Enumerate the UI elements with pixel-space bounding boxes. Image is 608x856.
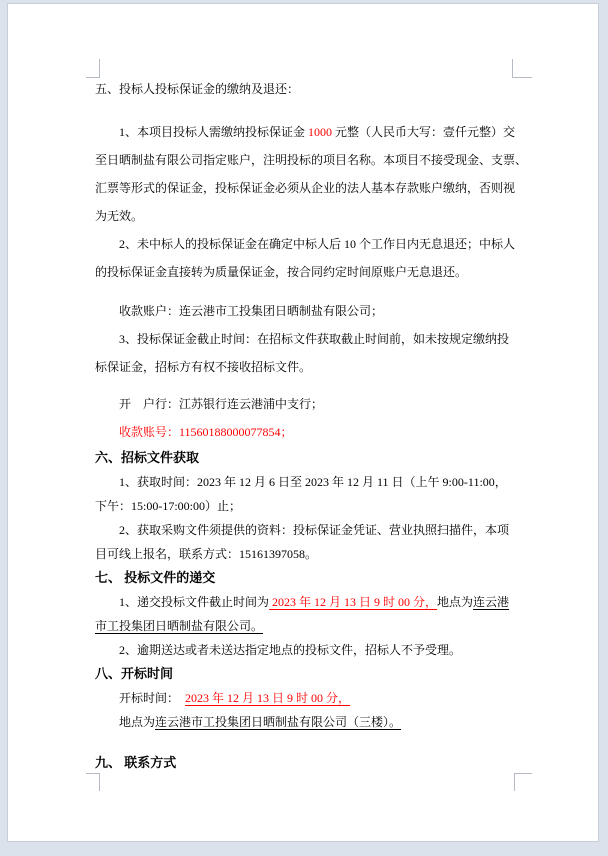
submission-deadline-line1 (95, 590, 519, 614)
section6-title (95, 446, 519, 470)
bank-line-text: 开 户行：江苏银行连云港浦中支行； (119, 397, 324, 411)
deposit-paragraph-line4-text: 为无效。 (95, 209, 144, 223)
materials-line2 (95, 542, 519, 566)
section9-title (95, 751, 519, 775)
refund-paragraph-line1-text: 2、未中标人的投标保证金在确定中标人后 10 个工作日内无息退还；中标人 (119, 237, 516, 251)
deposit-paragraph-line3-text: 汇票等形式的保证金，投标保证金必须从企业的法人基本存款账户缴纳，否则视 (95, 181, 516, 195)
obtain-time-line2 (95, 494, 519, 518)
bank-line (95, 390, 519, 418)
account-number-text: 收款账号：11560188000077854； (119, 425, 293, 439)
section5-title-text: 五、投标人投标保证金的缴纳及退还： (95, 82, 300, 96)
section8-title-text: 八、开标时间 (95, 666, 174, 681)
payee-account-line (95, 297, 519, 325)
payee-account-text: 收款账户：连云港市工投集团日晒制盐有限公司； (119, 304, 384, 318)
text-boundary-mark-bottom-left (86, 773, 100, 791)
section6-title-text: 六、招标文件获取 (95, 450, 200, 465)
deadline-paragraph-line2 (95, 353, 519, 381)
deadline-paragraph-line1-text: 3、投标保证金截止时间：在招标文件获取截止时间前，如未按规定缴纳投 (119, 332, 510, 346)
opening-time-label: 开标时间： (119, 691, 186, 705)
deposit-paragraph-line3 (95, 174, 519, 202)
section5-title (95, 75, 519, 103)
deposit-paragraph-line2-text: 至日晒制盐有限公司指定账户，注明投标的项目名称。本项目不接受现金、支票、 (95, 153, 528, 167)
deposit-amount-value: 1000 (308, 125, 333, 139)
opening-time-line (95, 686, 519, 710)
submission-deadline-date: 2023 年 12 月 13 日 9 时 00 分， (269, 595, 438, 609)
section9-title-text: 九、 联系方式 (95, 755, 177, 770)
opening-place-prefix: 地点为 (119, 715, 156, 729)
opening-time-value: 2023 年 12 月 13 日 9 时 00 分， (185, 691, 351, 705)
deadline-paragraph-line2-text: 标保证金，招标方有权不接收招标文件。 (95, 360, 312, 374)
obtain-time-line1-text: 1、获取时间：2023 年 12 月 6 日至 2023 年 12 月 11 日（上午 9:00-11:00， (119, 475, 507, 489)
text-boundary-mark-bottom-right (514, 773, 532, 791)
deposit-amount-line (95, 118, 519, 146)
document-page (7, 3, 599, 842)
refund-paragraph-line2 (95, 258, 519, 286)
submission-place-prefix: 地点为 (437, 595, 474, 609)
section7-title-text: 七、 投标文件的递交 (95, 570, 216, 585)
obtain-time-line2-text: 下午：15:00-17:00:00）止； (95, 499, 241, 513)
materials-line2-text: 目可线上报名，联系方式：15161397058。 (95, 547, 318, 561)
obtain-time-line1 (95, 470, 519, 494)
submission-deadline-prefix: 1、递交投标文件截止时间为 (119, 595, 270, 609)
materials-line1 (95, 518, 519, 542)
section7-title (95, 566, 519, 590)
opening-place-value: 连云港市工投集团日晒制盐有限公司（三楼）。 (155, 715, 402, 729)
opening-place-line (95, 710, 519, 734)
submission-place-rest: 市工投集团日晒制盐有限公司。 (95, 619, 264, 633)
deposit-text-before: 1、本项目投标人需缴纳投标保证金 (119, 125, 309, 139)
submission-place-start: 连云港 (473, 595, 510, 609)
section8-title (95, 662, 519, 686)
overdue-line-text: 2、逾期送达或者未送达指定地点的投标文件，招标人不予受理。 (119, 643, 462, 657)
overdue-line (95, 638, 519, 662)
materials-line1-text: 2、获取采购文件须提供的资料：投标保证金凭证、营业执照扫描件，本项 (119, 523, 510, 537)
deposit-text-after: 元整（人民币大写：壹仟元整）交 (332, 125, 516, 139)
refund-paragraph-line2-text: 的投标保证金直接转为质量保证金，按合同约定时间原账户无息退还。 (95, 265, 468, 279)
document-content (95, 75, 528, 775)
submission-deadline-line2 (95, 614, 519, 638)
refund-paragraph-line1 (95, 230, 519, 258)
deposit-paragraph-line4 (95, 202, 519, 230)
deadline-paragraph-line1 (95, 325, 519, 353)
account-number-line (95, 418, 519, 446)
deposit-paragraph-line2 (95, 146, 528, 174)
